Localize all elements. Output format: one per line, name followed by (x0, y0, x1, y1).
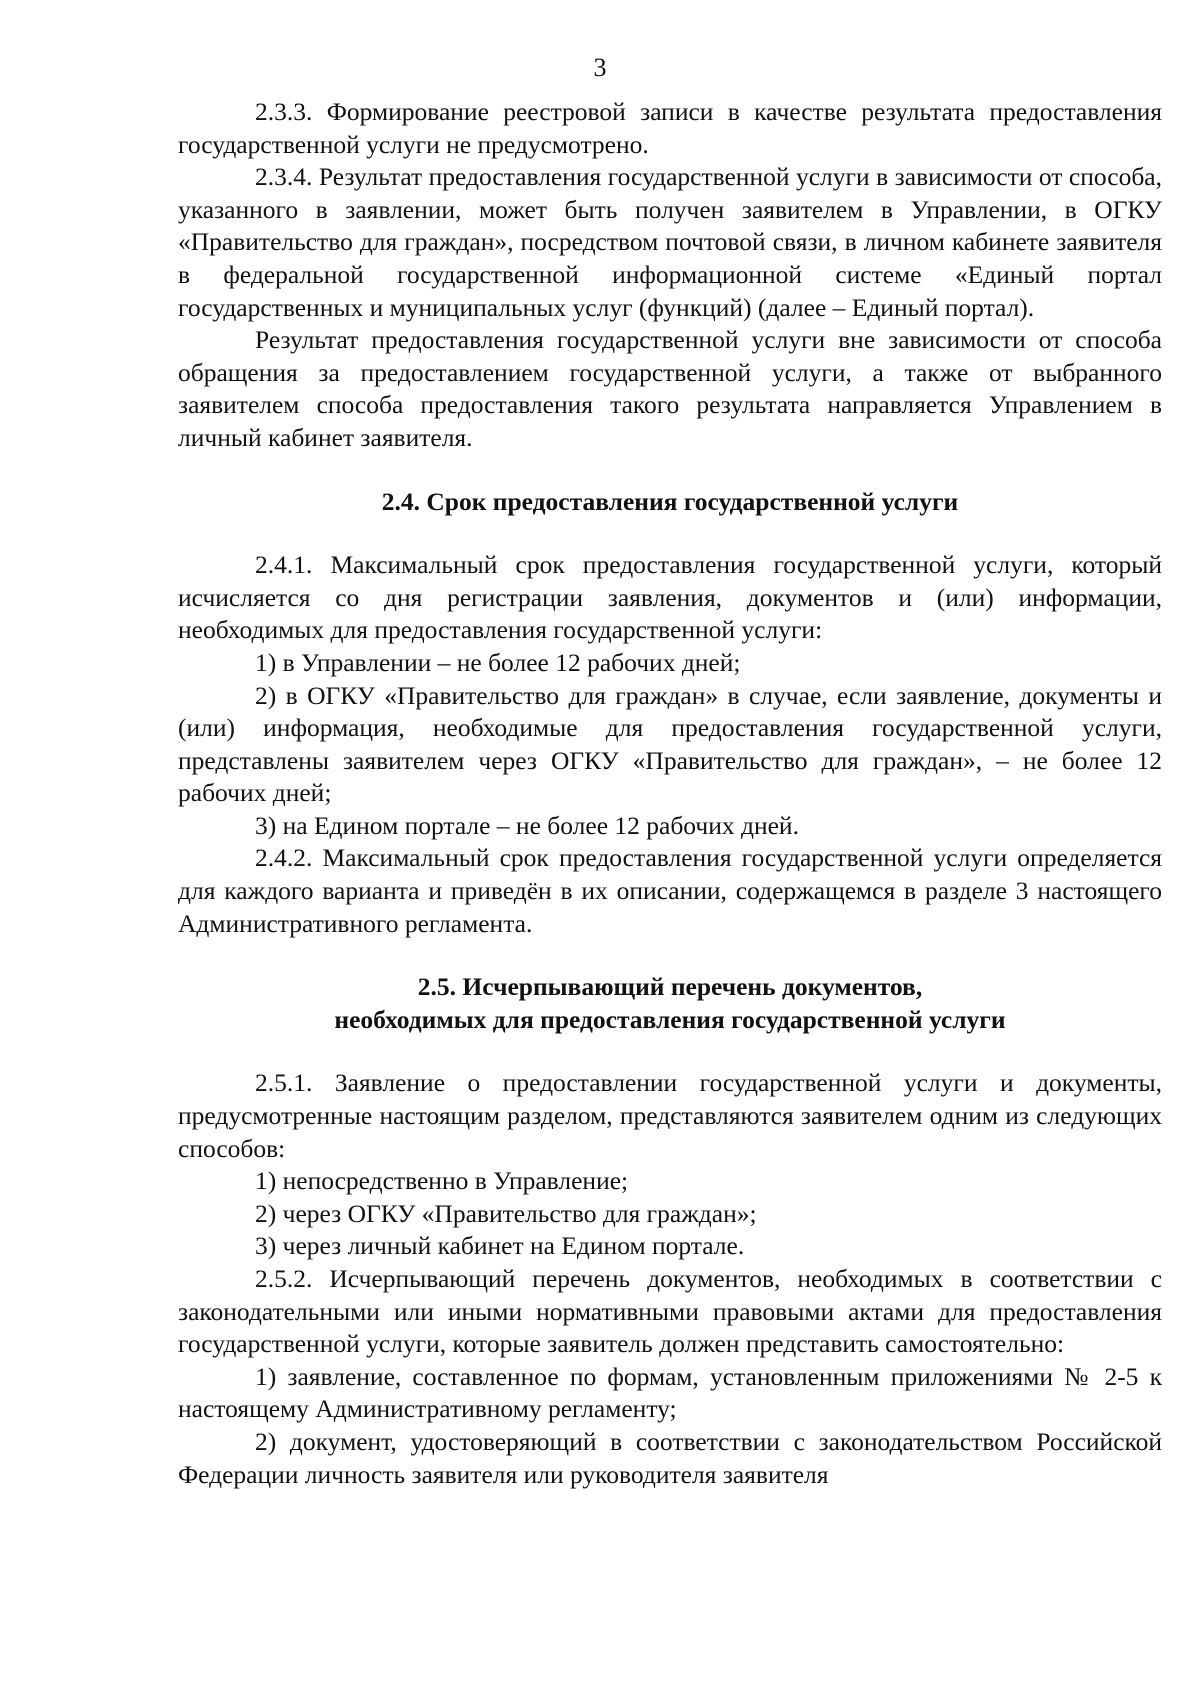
list-item-3: 3) на Едином портале – не более 12 рабочих дней. (255, 810, 799, 840)
section-heading-2-5-line1: 2.5. Исчерпывающий перечень документов, (417, 972, 923, 1002)
list-item-2: 2) в ОГКУ «Правительство для граждан» в случае, если заявление, документы и (или) информация, необходимые для предоставления государственной услуги, представлены заявителем через ОГКУ «Правительство для граждан», – не более 12 рабочих дней; (178, 680, 1162, 808)
paragraph-result-delivery: Результат предоставления государственной услуги вне зависимости от способа обращения за предоставлением государственной услуги, а также от выбранного заявителем способа предоставления такого результата направляется Управлением в личный кабинет заявителя. (178, 325, 1162, 452)
document-body (178, 96, 1162, 1491)
paragraph-2-4-2: 2.4.2. Максимальный срок предоставления государственной услуги определяется для каждого варианта и приведён в их описании, содержащемся в разделе 3 настоящего Административного регламента. (178, 843, 1162, 938)
list-item-2: 2) документ, удостоверяющий в соответствии с законодательством Российской Федерации личность заявителя или руководителя заявителя (178, 1426, 1162, 1489)
section-heading-2-5 (178, 971, 1162, 1036)
paragraph-2-5-1: 2.5.1. Заявление о предоставлении государственной услуги и документы, предусмотренные настоящим разделом, представляются заявителем одним из следующих способов: (178, 1068, 1162, 1163)
paragraph-2-5-2: 2.5.2. Исчерпывающий перечень документов, необходимых в соответствии с законодательными или иными нормативными правовыми актами для предоставления государственной услуги, которые заявитель должен представить самостоятельно: (178, 1264, 1162, 1359)
page-number: 3 (593, 53, 607, 82)
list-item-1: 1) заявление, составленное по формам, установленным приложениями № 2-5 к настоящему Административному регламенту; (178, 1361, 1162, 1424)
section-heading-2-4: 2.4. Срок предоставления государственной услуги (381, 486, 959, 516)
list-item-1: 1) непосредственно в Управление; (255, 1166, 629, 1196)
list-item-1: 1) в Управлении – не более 12 рабочих дней; (255, 647, 741, 677)
paragraph-2-3-3: 2.3.3. Формирование реестровой записи в качестве результата предоставления государственной услуги не предусмотрено. (178, 97, 1162, 159)
list-item-3: 3) через личный кабинет на Едином портале. (255, 1231, 745, 1261)
list-item-2: 2) через ОГКУ «Правительство для граждан»; (255, 1198, 757, 1228)
paragraph-2-3-4: 2.3.4. Результат предоставления государственной услуги в зависимости от способа, указанного в заявлении, может быть получен заявителем в Управлении, в ОГКУ «Правительство для граждан», посредством почтовой связи, в личном кабинете заявителя в федеральной государственной информационной системе «Единый портал государственных и муниципальных услуг (функций) (далее – Единый портал). (178, 162, 1162, 322)
section-heading-2-5-line2: необходимых для предоставления государственной услуги (334, 1004, 1006, 1034)
paragraph-2-4-1: 2.4.1. Максимальный срок предоставления государственной услуги, который исчисляется со дня регистрации заявления, документов и (или) информации, необходимых для предоставления государственной услуги: (178, 550, 1162, 645)
